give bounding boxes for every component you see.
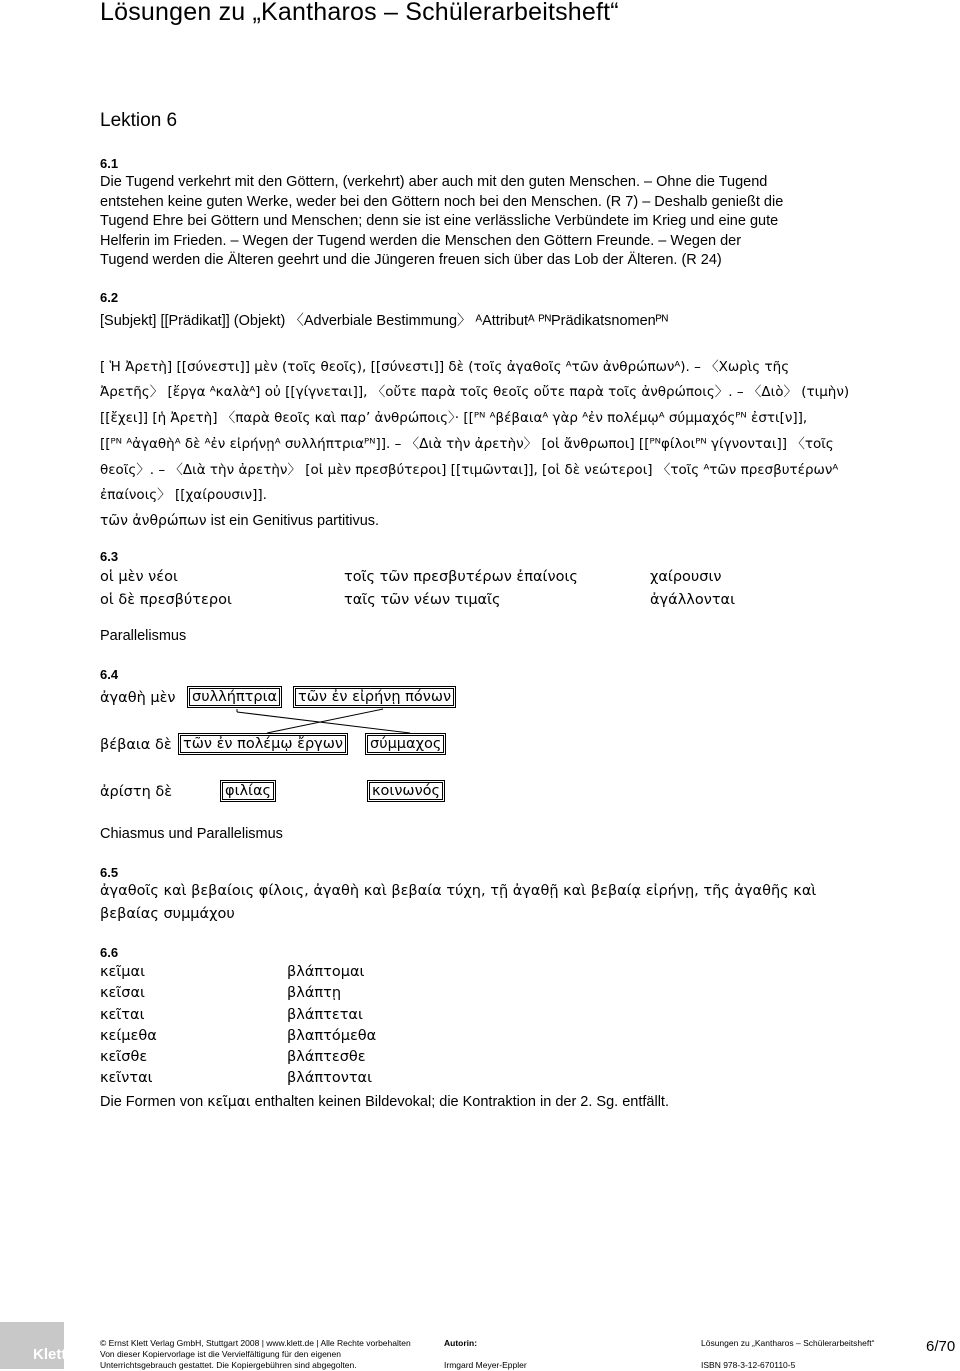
form-blapto: βλάπτεται [287, 1006, 363, 1023]
section-6-6-label: 6.6 [100, 945, 119, 960]
box-en-eirene: τῶν ἐν εἰρήνῃ πόνων [293, 686, 456, 708]
table-row [100, 983, 342, 1004]
table-cell: οἱ δὲ πρεσβύτεροι [100, 592, 232, 608]
table-row [100, 962, 365, 983]
copyright-line: © Ernst Klett Verlag GmbH, Stuttgart 2008 | www.klett.de | Alle Rechte vorbehalten [100, 1338, 411, 1348]
row1-lead: ἀγαθὴ μὲν [100, 690, 176, 706]
note-text: ist ein Genitivus partitivus. [206, 513, 380, 529]
annotation-legend: [Subjekt] [[Prädikat]] (Objekt) 〈Adverbiale Bestimmung〉 ᴬAttributᴬ ᴾᴺPrädikatsnomenᴾᴺ [100, 313, 669, 329]
greek-line: ἀγαθοῖς καὶ βεβαίοις φίλοις, ἀγαθὴ καὶ βεβαία τύχη, τῇ ἀγαθῇ καὶ βεβαίᾳ εἰρήνῃ, τῆς ἀγαθῆς καὶ [100, 883, 817, 899]
text-line: entstehen keine guten Werke, weder bei den Göttern noch bei den Menschen. (R 7) – Deshalb genießt die [100, 193, 784, 210]
term-chiasmus: Chiasmus und Parallelismus [100, 826, 283, 842]
table-row [100, 1068, 373, 1089]
author-name: Irmgard Meyer-Eppler [444, 1360, 527, 1370]
table-cell: ταῖς τῶν νέων τιμαῖς [344, 592, 501, 608]
greek-line: ἐπαίνοις〉 [[χαίρουσιν]]. [100, 487, 267, 503]
form-blapto: βλάπτεσθε [287, 1049, 366, 1066]
section-6-4-label: 6.4 [100, 667, 119, 682]
section-6-5-text [100, 880, 816, 926]
isbn: ISBN 978-3-12-670110-5 [701, 1360, 796, 1370]
footer-book [701, 1338, 874, 1371]
box-symmachos: σύμμαχος [365, 733, 446, 755]
form-blapto: βλάπτομαι [287, 964, 365, 980]
table-row [100, 1026, 377, 1047]
table-cell: οἱ μὲν νέοι [100, 569, 178, 585]
form-keimai: κεῖται [100, 1006, 145, 1023]
greek-line: [[ᴾᴺ ᴬἀγαθὴᴬ δὲ ᴬἐν εἰρήνῃᴬ συλλήπτριαᴾᴺ]]. – 〈Διὰ τὴν ἀρετὴν〉 [οἱ ἄνθρωποι] [[ᴾᴺφίλοιᴾᴺ γίγνονται]] 〈τοῖς [100, 436, 834, 452]
page-title: Lösungen zu „Kantharos – Schülerarbeitsheft“ [100, 0, 619, 26]
note-greek: τῶν ἀνθρώπων [100, 513, 207, 529]
greek-line: θεοῖς〉. – 〈Διὰ τὴν ἀρετὴν〉 [οἱ μὲν πρεσβύτεροι] [[τιμῶνται]], [οἱ δὲ νεώτεροι] 〈τοῖς ᴬτῶν πρεσβυτέρωνᴬ [100, 462, 839, 478]
row3-lead: ἀρίστη δὲ [100, 784, 173, 800]
table-row [100, 1047, 366, 1068]
form-blapto: βλαπτόμεθα [287, 1027, 377, 1044]
box-koinonos: κοινωνός [367, 780, 445, 802]
footer-author [444, 1338, 527, 1371]
section-6-3-label: 6.3 [100, 549, 119, 564]
form-keimai: κεῖμαι [100, 964, 145, 980]
term-parallelismus: Parallelismus [100, 628, 187, 644]
table-row [100, 1005, 363, 1026]
keimai-note [100, 1090, 669, 1116]
table-cell: τοῖς τῶν πρεσβυτέρων ἐπαίνοις [344, 569, 578, 585]
text-line: Tugend werden die Älteren geehrt und die Jüngeren freuen sich über das Lob der Älteren. (R 24) [100, 252, 722, 268]
form-keimai: κεῖνται [100, 1070, 153, 1087]
form-blapto: βλάπτονται [287, 1070, 373, 1087]
copyright-line: Unterrichtsgebrauch gestattet. Die Kopiergebühren sind abgegolten. [100, 1360, 357, 1370]
text-line: Helferin im Frieden. – Wegen der Tugend werden die Menschen den Göttern Freunde. – Wegen der [100, 232, 742, 249]
text-line: Tugend Ehre bei Göttern und Menschen; denn sie ist eine verlässliche Verbündete im Krieg und eine gute [100, 213, 779, 229]
section-6-2-label: 6.2 [100, 290, 119, 305]
row2-lead: βέβαια δὲ [100, 737, 172, 753]
greek-line: [ Ἡ Ἀρετὴ] [[σύνεστι]] μὲν (τοῖς θεοῖς), [[σύνεστι]] δὲ (τοῖς ἀγαθοῖς ᴬτῶν ἀνθρώπωνᴬ). – 〈Χωρὶς τῆς [100, 359, 790, 375]
footer-copyright [100, 1338, 411, 1371]
copyright-line: Von dieser Kopiervorlage ist die Vervielfältigung für den eigenen [100, 1349, 341, 1359]
note-pre: Die Formen von [100, 1094, 208, 1110]
form-keimai: κεῖσθε [100, 1049, 148, 1066]
section-6-1-label: 6.1 [100, 156, 119, 171]
table-cell: ἀγάλλονται [650, 592, 736, 608]
form-keimai: κείμεθα [100, 1027, 157, 1044]
author-label: Autorin: [444, 1338, 478, 1348]
conjugation-table [100, 962, 377, 1090]
table-cell: χαίρουσιν [650, 569, 722, 585]
box-en-polemo: τῶν ἐν πολέμῳ ἔργων [178, 733, 348, 755]
lesson-heading: Lektion 6 [100, 110, 178, 131]
page-number: 6/70 [926, 1338, 956, 1355]
greek-line: [[ἔχει]] [ἡ Ἀρετὴ] 〈παρὰ θεοῖς καὶ παρ’ ἀνθρώποις〉· [[ᴾᴺ ᴬβέβαιαᴬ γὰρ ᴬἐν πολέμῳᴬ σύμμαχόςᴾᴺ ἐστι[ν]], [100, 410, 808, 426]
greek-line: βεβαίας συμμάχου [100, 906, 235, 922]
book-title: Lösungen zu „Kantharos – Schülerarbeitsheft“ [701, 1338, 875, 1348]
form-blapto: βλάπτῃ [287, 985, 342, 1002]
note-post: enthalten keinen Bildevokal; die Kontraktion in der 2. Sg. entfällt. [250, 1094, 669, 1110]
section-6-5-label: 6.5 [100, 865, 119, 880]
box-philias: φιλίας [220, 780, 276, 802]
text-line: Die Tugend verkehrt mit den Göttern, (verkehrt) aber auch mit den guten Menschen. – Ohne die Tugend [100, 174, 768, 190]
note-greek: κεῖμαι [207, 1094, 251, 1110]
form-keimai: κεῖσαι [100, 985, 145, 1002]
klett-logo-text: Klett [33, 1346, 67, 1363]
box-syllptria: συλλήπτρια [187, 686, 282, 708]
greek-line: Ἀρετῆς〉 [ἔργα ᴬκαλὰᴬ] οὐ [[γίγνεται]], 〈οὔτε παρὰ τοῖς θεοῖς οὔτε παρὰ τοῖς ἀνθρώποις〉. – 〈Διὸ〉 (τιμὴν) [100, 384, 850, 400]
